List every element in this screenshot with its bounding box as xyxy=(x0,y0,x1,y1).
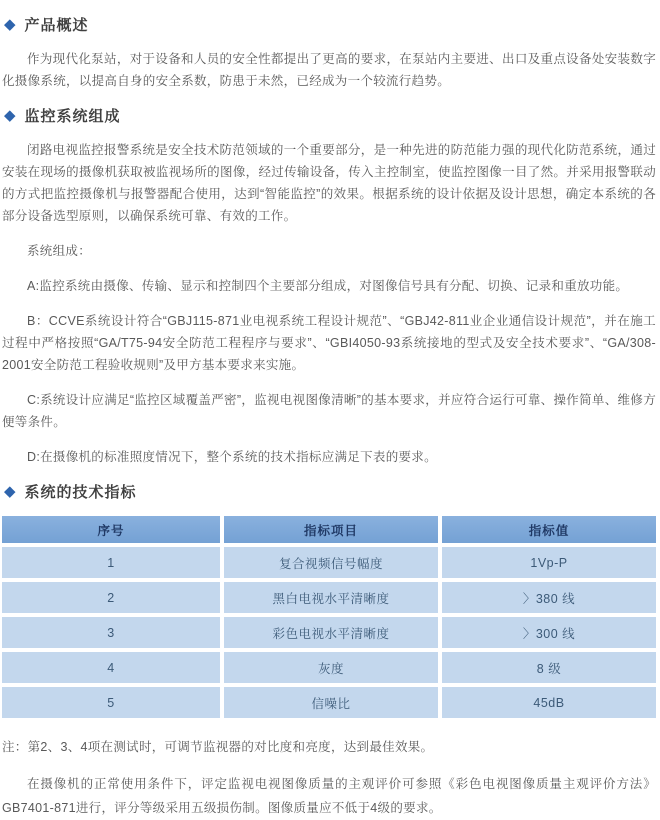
section-heading-product-overview xyxy=(4,14,656,35)
cell-value: 〉300 线 xyxy=(438,617,656,648)
table-row xyxy=(2,547,656,578)
overview-paragraph: 作为现代化泵站，对于设备和人员的安全性都提出了更高的要求，在泵站内主要进、出口及重点设备处安装数字化摄像系统，以提高自身的安全系数，防患于未然，已经成为一个较流行趋势。 xyxy=(2,52,656,88)
cell-item: 彩色电视水平清晰度 xyxy=(220,617,438,648)
cell-value: 8 级 xyxy=(438,652,656,683)
cell-index: 3 xyxy=(2,617,220,648)
cell-index: 2 xyxy=(2,582,220,613)
cell-item: 黑白电视水平清晰度 xyxy=(220,582,438,613)
diamond-bullet-icon: ◆ xyxy=(4,107,17,124)
cell-value: 〉380 线 xyxy=(438,582,656,613)
composition-item-b: B：CCVE系统设计符合“GBJ115-871业电视系统工程设计规范”、“GBJ42-811业企业通信设计规范”，并在施工过程中严格按照“GA/T75-94安全防范工程程序与要求”、“GBI4050-93系统接地的型式及安全技术要求”、“GA/308-2001安全防范工程验收规则”及甲方基本要求来实施。 xyxy=(2,314,656,372)
cell-item: 灰度 xyxy=(220,652,438,683)
cell-index: 5 xyxy=(2,687,220,718)
column-header-item: 指标项目 xyxy=(220,516,438,543)
composition-item-c: C:系统设计应满足“监控区域覆盖严密”，监视电视图像清晰”的基本要求，并应符合运行可靠、操作简单、维修方便等条件。 xyxy=(2,393,656,429)
composition-sub-label: 系统组成： xyxy=(27,244,92,258)
section-heading-tech-specs xyxy=(4,481,656,502)
table-row xyxy=(2,582,656,613)
cell-item: 信噪比 xyxy=(220,687,438,718)
cell-value: 45dB xyxy=(438,687,656,718)
table-row xyxy=(2,687,656,718)
cell-index: 4 xyxy=(2,652,220,683)
composition-item-a: A:监控系统由摄像、传输、显示和控制四个主要部分组成，对图像信号具有分配、切换、记录和重放功能。 xyxy=(27,279,629,293)
cell-value: 1Vp-P xyxy=(438,547,656,578)
column-header-index: 序号 xyxy=(2,516,220,543)
composition-item-d: D:在摄像机的标准照度情况下，整个系统的技术指标应满足下表的要求。 xyxy=(27,450,437,464)
table-row xyxy=(2,617,656,648)
section-heading-text: 监控系统组成 xyxy=(24,108,121,125)
column-header-value: 指标值 xyxy=(438,516,656,543)
tech-spec-table xyxy=(2,512,656,722)
diamond-bullet-icon: ◆ xyxy=(4,16,17,33)
section-heading-text: 系统的技术指标 xyxy=(24,484,137,501)
table-row xyxy=(2,652,656,683)
composition-intro-paragraph: 闭路电视监控报警系统是安全技术防范领域的一个重要部分，是一种先进的防范能力强的现代化防范系统，通过安装在现场的摄像机获取被监视场所的图像，经过传输设备，传入主控制室，使监控图像一目了然。并采用报警联动的方式把监控摄像机与报警器配合使用，达到“智能监控”的效果。根据系统的设计依据及设计思想，确定本系统的各部分设备选型原则，以确保系统可靠、有效的工作。 xyxy=(2,143,656,223)
cell-index: 1 xyxy=(2,547,220,578)
section-heading-text: 产品概述 xyxy=(24,17,89,34)
section-heading-system-composition xyxy=(4,105,656,126)
table-note: 注：第2、3、4项在测试时，可调节监视器的对比度和亮度，达到最佳效果。 xyxy=(2,740,434,754)
diamond-bullet-icon: ◆ xyxy=(4,483,17,500)
tech-spec-header-row xyxy=(2,516,656,543)
closing-paragraph: 在摄像机的正常使用条件下，评定监视电视图像质量的主观评价可参照《彩色电视图像质量主观评价方法》GB7401-871进行，评分等级采用五级损伤制。图像质量应不低于4级的要求。 xyxy=(2,777,656,815)
cell-item: 复合视频信号幅度 xyxy=(220,547,438,578)
